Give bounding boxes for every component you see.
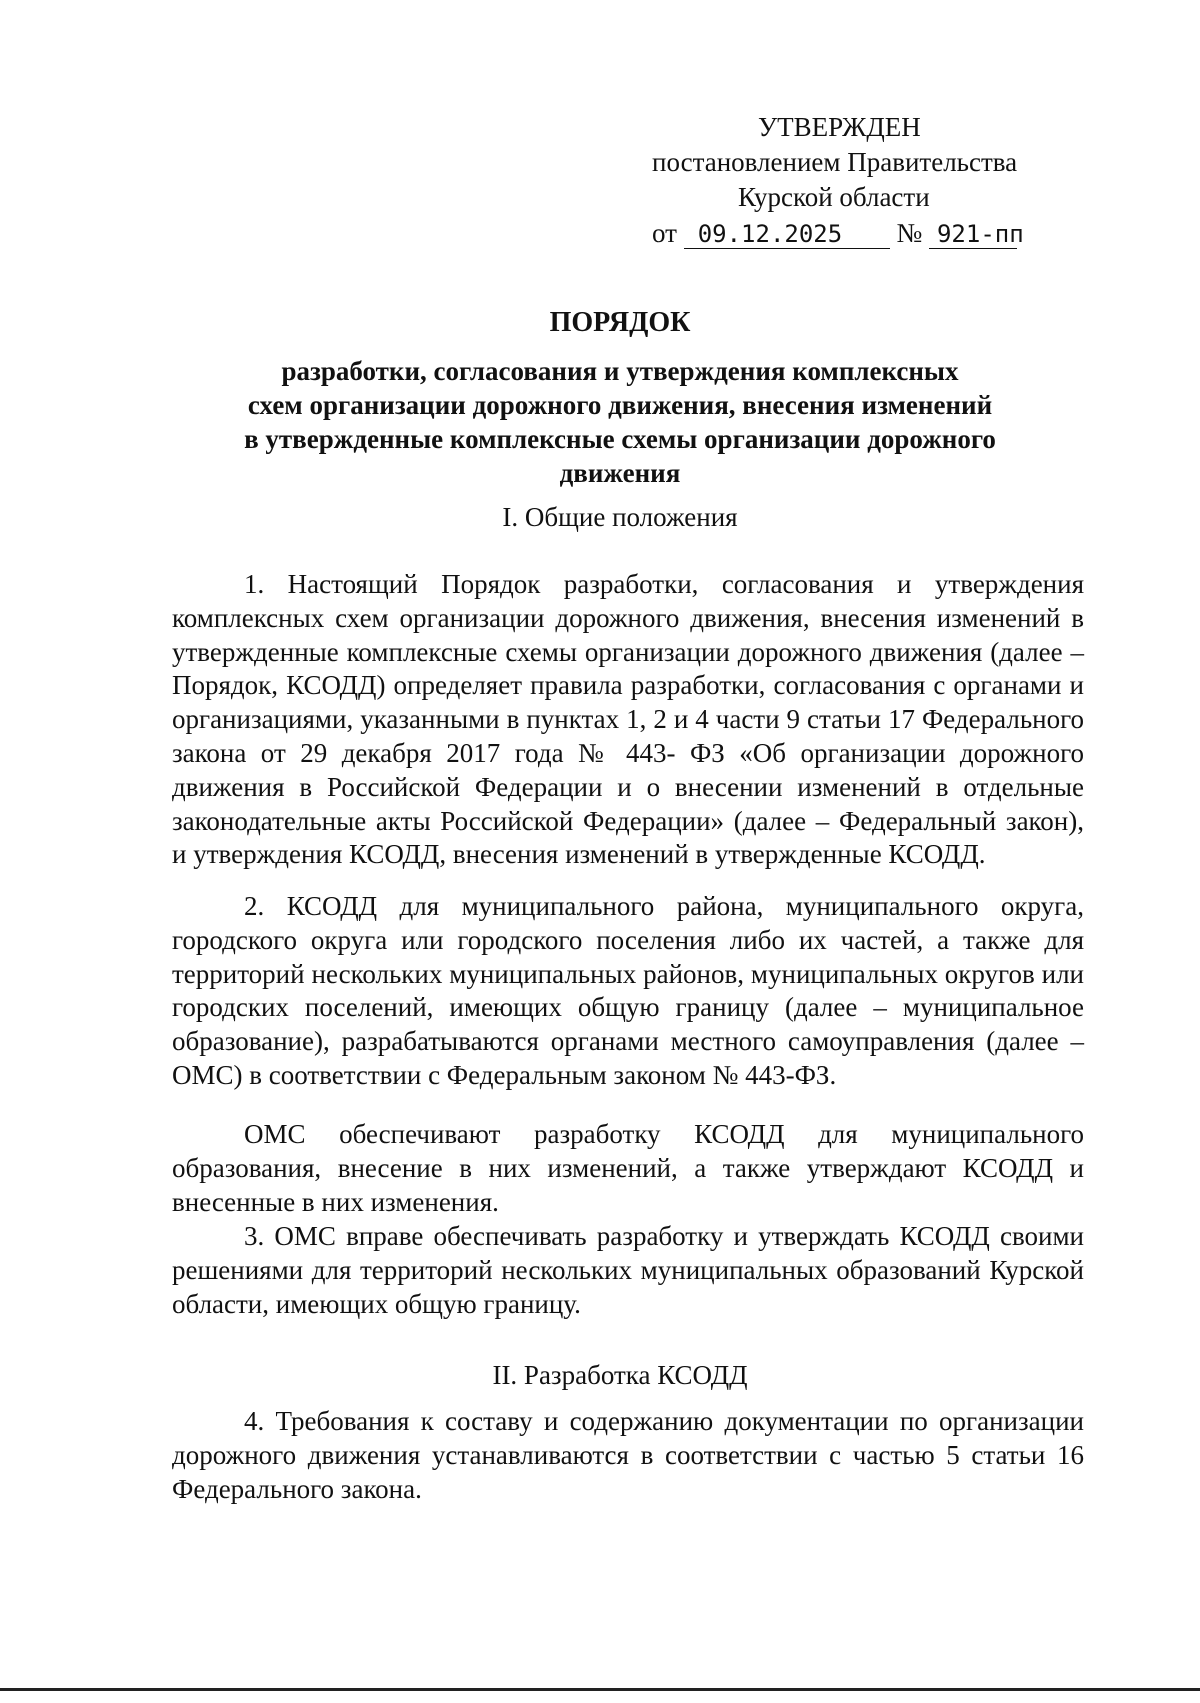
title-sub-line: движения (559, 458, 681, 488)
title-sub-line: в утвержденные комплексные схемы организации дорожного (244, 424, 996, 454)
paragraph-3: 3. ОМС вправе обеспечивать разработку и утверждать КСОДД своими решениями для территорий нескольких муниципальных образований Курской области, имеющих общую границу. (172, 1221, 1084, 1319)
approval-number: 921-пп (929, 220, 1017, 249)
section-heading-general: I. Общие положения (502, 502, 738, 532)
approval-date-number-line (652, 216, 1024, 251)
document-title (160, 306, 1080, 490)
paragraph-2-continued: ОМС обеспечивают разработку КСОДД для муниципального образования, внесение в них изменений, а также утверждают КСОДД и внесенные в них изменения. (172, 1119, 1084, 1217)
title-sub-line: разработки, согласования и утверждения комплексных (281, 356, 959, 386)
section-heading-development: II. Разработка КСОДД (492, 1360, 748, 1390)
from-label: от (652, 218, 677, 248)
page-bottom-edge (0, 1688, 1200, 1691)
approval-region-line: Курской области (738, 182, 930, 212)
paragraph-1: 1. Настоящий Порядок разработки, согласования и утверждения комплексных схем организации дорожного движения, внесения изменений в утвержденные комплексные схемы организации дорожного движения (далее – Порядок, КСОДД) определяет правила разработки, согласования с органами и организациями, указанными в пунктах 1, 2 и 4 части 9 статьи 17 Федерального закона от 29 декабря 2017 года № 443- ФЗ «Об организации дорожного движения в Российской Федерации и о внесении изменений в отдельные законодательные акты Российской Федерации» (далее – Федеральный закон), и утверждения КСОДД, внесения изменений в утвержденные КСОДД. (172, 569, 1084, 870)
title-main: ПОРЯДОК (549, 307, 691, 338)
title-sub-line: схем организации дорожного движения, внесения изменений (247, 390, 993, 420)
approval-date: 09.12.2025 (684, 220, 890, 249)
paragraph-2: 2. КСОДД для муниципального района, муниципального округа, городского округа или городского поселения либо их частей, а также для территорий нескольких муниципальных районов, муниципальных округов или городских поселений, имеющих общую границу (далее – муниципальное образование), разрабатываются органами местного самоуправления (далее – ОМС) в соответствии с Федеральным законом № 443-ФЗ. (172, 891, 1084, 1090)
approval-stamp-heading: УТВЕРЖДЕН (758, 112, 921, 142)
number-label: № (896, 218, 923, 248)
approval-issuer-line: постановлением Правительства (652, 147, 1018, 177)
paragraph-4: 4. Требования к составу и содержанию документации по организации дорожного движения устанавливаются в соответствии с частью 5 статьи 16 Федерального закона. (172, 1406, 1084, 1504)
